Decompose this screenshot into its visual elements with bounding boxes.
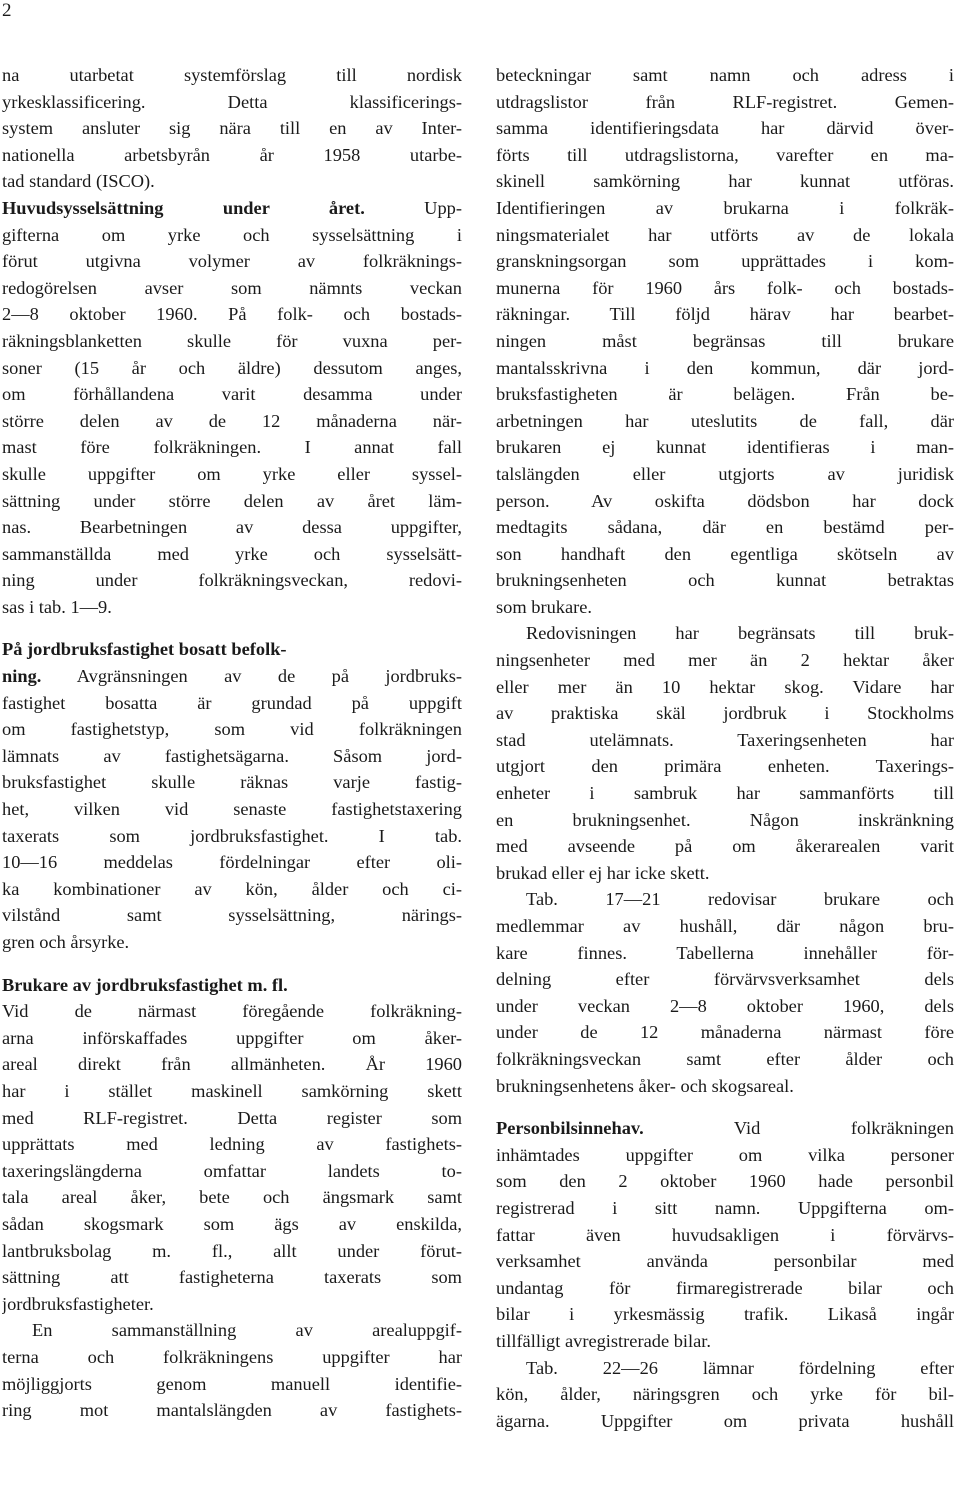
text-line: Tab. 22—26 lämnar fördelning efter xyxy=(526,1357,954,1378)
text-line: större delen av de 12 månaderna när- xyxy=(2,410,462,431)
text-line: beteckningar samt namn och adress i xyxy=(496,65,954,85)
text-line: redogörelsen avser som nämnts veckan xyxy=(2,277,462,298)
page-number: 2 xyxy=(2,0,12,21)
text-line: talslängden eller utgjorts av juridisk xyxy=(496,463,954,484)
text-line: person. Av oskifta dödsbon har dock xyxy=(496,490,954,511)
paragraph-gap xyxy=(2,956,462,972)
text-line: förts till utdragslistorna, varefter en ma- xyxy=(496,144,954,165)
text-line: av praktiska skäl jordbruk i Stockholms xyxy=(496,703,954,724)
text-line: tad standard (ISCO). xyxy=(2,171,155,192)
text-line: delning efter förvärvsverksamhet dels xyxy=(496,969,954,990)
text-line: som den 2 oktober 1960 hade personbil xyxy=(496,1171,954,1192)
text-line xyxy=(496,1115,954,1142)
text-line: som brukare. xyxy=(496,596,593,617)
text-line: ning under folkräkningsveckan, redovi- xyxy=(2,570,462,591)
text-line: jordbruksfastigheter. xyxy=(2,1293,154,1314)
section-heading: På jordbruksfastighet bosatt befolk- xyxy=(2,639,287,660)
text-line: folkräkningsveckan samt efter ålder och xyxy=(496,1048,954,1069)
text-line: möjliggjorts genom manuell identifie- xyxy=(2,1373,462,1394)
text-line: yrkesklassificering. Detta klassificerings- xyxy=(2,91,462,112)
text-line: med RLF-registret. Detta register som xyxy=(2,1107,462,1128)
text-line: fattar även huvudsakligen i förvärvs- xyxy=(496,1224,954,1245)
text-line: areal direkt från allmänheten. År 1960 xyxy=(2,1054,462,1075)
text-line: verksamhet använda personbilar med xyxy=(496,1251,954,1272)
text-line: nationella arbetsbyrån år 1958 utarbe- xyxy=(2,144,462,165)
text-line: brukningsenhetens åker- och skogsareal. xyxy=(496,1075,794,1096)
text-line: En sammanställning av arealuppgif- xyxy=(32,1320,462,1341)
text-line: terna och folkräkningens uppgifter har xyxy=(2,1346,462,1367)
text-line: inhämtades uppgifter om vilka personer xyxy=(496,1144,954,1165)
text-line: 2—8 oktober 1960. På folk- och bostads- xyxy=(2,304,462,325)
section-heading: Personbilsinnehav. xyxy=(496,1118,644,1139)
body-text: Upp- xyxy=(364,197,462,218)
text-line: tala areal åker, bete och ängsmark samt xyxy=(2,1187,462,1208)
left-text-column xyxy=(2,62,462,1424)
text-line: taxerats som jordbruksfastighet. I tab. xyxy=(2,825,462,846)
text-line: bruksfastighet skulle räknas varje fastig- xyxy=(2,772,462,793)
text-line: Redovisningen har begränsats till bruk- xyxy=(526,623,954,644)
text-line: ningen måst begränsas till brukare xyxy=(496,330,954,351)
text-line: lantbruksbolag m. fl., allt under förut- xyxy=(2,1240,462,1261)
text-line: sas i tab. 1—9. xyxy=(2,596,112,617)
text-line: kare finnes. Tabellerna innehåller för- xyxy=(496,942,954,963)
text-line: system ansluter sig nära till en av Inter- xyxy=(2,118,462,139)
text-line: mantalsskrivna i den kommun, där jord- xyxy=(496,357,954,378)
text-line xyxy=(2,972,462,999)
text-line: utdragslistor från RLF-registret. Gemen- xyxy=(496,91,954,112)
text-line xyxy=(2,636,462,663)
text-line: Tab. 17—21 redovisar brukare och xyxy=(526,889,954,910)
text-line: Identifieringen av brukarna i folkräk- xyxy=(496,197,954,218)
text-line: Vid de närmast föregående folkräkning- xyxy=(2,1001,462,1022)
text-line: utgjort den primära enheten. Taxerings- xyxy=(496,756,954,777)
text-line: räkningsblanketten skulle för vuxna per- xyxy=(2,330,462,351)
text-line: vilstånd samt sysselsättning, närings- xyxy=(2,905,462,926)
text-line: räkningar. Till följd härav har bearbet- xyxy=(496,304,954,325)
text-line: medtagits sådana, där en bestämd per- xyxy=(496,517,954,538)
section-heading: Brukare av jordbruksfastighet m. fl. xyxy=(2,974,288,995)
text-line: samma identifieringsdata har därvid över- xyxy=(496,118,954,139)
text-line: het, vilken vid senaste fastighetstaxering xyxy=(2,799,462,820)
text-line: sammanställda med yrke och sysselsätt- xyxy=(2,543,462,564)
text-line: skinell samkörning har kunnat utföras. xyxy=(496,171,954,192)
text-line: taxeringslängderna omfattar landets to- xyxy=(2,1160,462,1181)
text-line: sättning att fastigheterna taxerats som xyxy=(2,1267,462,1288)
body-text: Avgränsningen av de på jordbruks- xyxy=(41,666,462,687)
text-line: enheter i sambruk har sammanförts till xyxy=(496,783,954,804)
text-line: gren och årsyrke. xyxy=(2,932,130,952)
text-line: arna införskaffades uppgifter om åker- xyxy=(2,1027,462,1048)
text-line: upprättats med ledning av fastighets- xyxy=(2,1134,462,1155)
text-line: ningsmaterialet har utförts av de lokala xyxy=(496,224,954,245)
text-line: ägarna. Uppgifter om privata hushåll xyxy=(496,1410,954,1431)
text-line: under veckan 2—8 oktober 1960, dels xyxy=(496,995,954,1016)
text-line: mast före folkräkningen. I annat fall xyxy=(2,437,462,458)
text-line: bilar i yrkesmässig trafik. Likaså ingår xyxy=(496,1304,954,1325)
text-line: na utarbetat systemförslag till nordisk xyxy=(2,65,462,85)
text-line: registrerad i sitt namn. Uppgifterna om- xyxy=(496,1197,954,1218)
text-line: gifterna om yrke och sysselsättning i xyxy=(2,224,462,245)
text-line: med avseende på om åkerarealen varit xyxy=(496,836,954,857)
text-line: ningsenheter med mer än 2 hektar åker xyxy=(496,650,954,671)
text-line: medlemmar av hushåll, där någon bru- xyxy=(496,916,954,936)
text-line: soner (15 år och äldre) dessutom anges, xyxy=(2,357,462,378)
text-line: har i stället maskinell samkörning skett xyxy=(2,1080,462,1101)
text-line: under de 12 månaderna närmast före xyxy=(496,1022,954,1043)
section-heading: ning. xyxy=(2,666,42,687)
text-line: lämnats av fastighetsägarna. Såsom jord- xyxy=(2,745,462,766)
paragraph-gap xyxy=(496,1099,956,1115)
text-line: om fastighetstyp, som vid folkräkningen xyxy=(2,719,462,740)
text-line: arbetningen har uteslutits de fall, där xyxy=(496,410,954,431)
paragraph-gap xyxy=(2,620,462,636)
text-line: fastighet bosatta är grundad på uppgift xyxy=(2,692,462,713)
text-line: tillfälligt avregistrerade bilar. xyxy=(496,1330,711,1351)
text-line: 10—16 meddelas fördelningar efter oli- xyxy=(2,852,462,873)
text-line xyxy=(2,663,462,690)
text-line: nas. Bearbetningen av dessa uppgifter, xyxy=(2,517,462,538)
text-line: brukaren ej kunnat identifieras i man- xyxy=(496,437,954,458)
text-line: munerna för 1960 års folk- och bostads- xyxy=(496,277,954,298)
text-line: brukningsenheten och kunnat betraktas xyxy=(496,570,954,591)
text-line: ring mot mantalslängden av fastighets- xyxy=(2,1400,462,1421)
text-line: eller mer än 10 hektar skog. Vidare har xyxy=(496,676,954,697)
section-heading: Huvudsysselsättning under året. xyxy=(2,197,365,218)
text-line: undantag för firmaregistrerade bilar och xyxy=(496,1277,954,1298)
text-line: sättning under större delen av året läm- xyxy=(2,490,462,511)
text-line xyxy=(2,195,462,222)
text-line: stad utelämnats. Taxeringsenheten har xyxy=(496,729,954,750)
text-line: skulle uppgifter om yrke eller syssel- xyxy=(2,463,462,484)
text-line: son handhaft den egentliga skötseln av xyxy=(496,543,954,564)
text-line: ka kombinationer av kön, ålder och ci- xyxy=(2,878,462,899)
text-line: sådan skogsmark som ägs av enskilda, xyxy=(2,1213,462,1234)
text-line: kön, ålder, näringsgren och yrke för bil- xyxy=(496,1384,954,1405)
text-line: brukad eller ej har icke skett. xyxy=(496,862,710,883)
text-line: förut utgivna volymer av folkräknings- xyxy=(2,251,462,272)
text-line: granskningsorgan som upprättades i kom- xyxy=(496,251,954,272)
text-line: bruksfastigheten är belägen. Från be- xyxy=(496,384,954,405)
right-text-column xyxy=(496,62,956,1434)
text-line: en brukningsenhet. Någon inskränkning xyxy=(496,809,954,830)
body-text: Vid folkräkningen xyxy=(643,1118,954,1139)
text-line: om förhållandena varit desamma under xyxy=(2,384,462,405)
